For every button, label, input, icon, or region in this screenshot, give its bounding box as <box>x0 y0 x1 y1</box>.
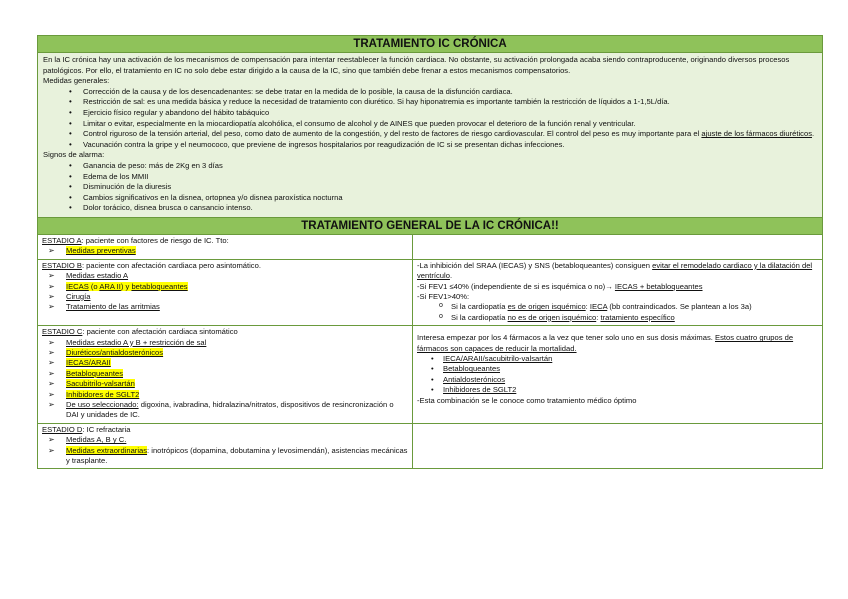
text-underlined: Medidas estadio A <box>66 271 129 281</box>
text: Interesa empezar por los 4 fármacos a la vez que tener solo uno en sus dosis máximas. <box>417 333 715 343</box>
text-underlined: es de origen isquémico <box>507 302 586 312</box>
list-item <box>83 129 817 140</box>
stage-c-notes <box>413 326 823 424</box>
title-tratamiento-general: TRATAMIENTO GENERAL DE LA IC CRÓNICA!! <box>38 218 822 235</box>
list-item: • Limitar o evitar, especialmente en la miocardiopatía alcohólica, el consumo de alcohol y de AINES que pueden provocar el deterioro de la función renal y ventricular. <box>83 119 817 130</box>
stage-a-heading <box>42 236 408 246</box>
stage-a-notes <box>413 235 823 259</box>
stage-desc: : paciente con factores de riesgo de IC. Tto: <box>81 235 229 245</box>
stage-label: ESTADIO D <box>42 424 83 434</box>
text-highlighted: Betabloqueantes <box>66 368 124 378</box>
list-item <box>66 348 408 358</box>
stage-c-list <box>42 338 408 421</box>
stage-b-notes <box>413 259 823 325</box>
text-underlined: Betabloqueantes <box>443 364 501 374</box>
list-item <box>66 435 408 445</box>
stage-c-heading <box>42 327 408 337</box>
list-item <box>66 246 408 256</box>
text: (bb contraindicados. Se plantean a los 3a) <box>607 302 752 312</box>
text-highlighted: Medidas preventivas <box>66 246 136 256</box>
title-tratamiento-ic-cronica: TRATAMIENTO IC CRÓNICA <box>38 36 822 53</box>
text-underlined: Antialdosterónicos <box>443 374 506 384</box>
text-underlined: ajuste de los fármacos diuréticos <box>701 129 812 139</box>
alarm-signs-list <box>43 161 817 214</box>
list-item <box>66 271 408 281</box>
text-underlined: Tratamiento de las arritmias <box>66 302 160 312</box>
list-item: • Cambios significativos en la disnea, ortopnea y/o disnea paroxística nocturna <box>83 193 817 204</box>
text-underlined: IECAS + betabloqueantes <box>614 281 703 291</box>
text-highlighted: Medidas extraordinarias <box>66 445 148 455</box>
intro-section <box>38 53 822 218</box>
stage-desc: : IC refractaria <box>82 424 131 434</box>
list-item: • Vacunación contra la gripe y el neumococo, que previene de ingresos hospitalarios por reagudización de IC si se presentan dichas infecciones. <box>83 140 817 151</box>
text-underlined: evitar el remodelado cardiaco y la dilatación del ventrículo <box>417 260 813 281</box>
text-highlighted: betabloqueantes <box>131 281 188 291</box>
text-underlined: De uso seleccionado: <box>66 400 139 409</box>
stage-label: ESTADIO B <box>42 260 82 270</box>
table-row <box>38 235 822 259</box>
list-item <box>66 446 408 467</box>
text-highlighted: ) y <box>120 281 132 291</box>
text-highlighted: Sacubitrilo-valsartán <box>66 379 135 389</box>
text-underlined: no es de origen isquémico <box>507 312 597 322</box>
stage-desc: : paciente con afectación cardiaca sintomático <box>82 327 238 337</box>
text-underlined: Cirugía <box>66 291 91 301</box>
stage-b-heading <box>42 261 408 271</box>
general-measures-list <box>43 87 817 151</box>
list-item: • Dolor torácico, disnea brusca o cansancio intenso. <box>83 203 817 214</box>
list-item <box>443 354 818 364</box>
text: Si la cardiopatía <box>451 312 508 322</box>
list-item <box>451 302 818 312</box>
stage-label: ESTADIO A <box>42 235 82 245</box>
text: -Si FEV1 ≤40% (independiente de si es isquémica o no)→ <box>417 281 615 291</box>
text-underlined: tratamiento específico <box>600 312 675 322</box>
text: : <box>596 312 601 322</box>
list-item <box>66 292 408 302</box>
text-highlighted: Diuréticos/antialdosterónicos <box>66 347 164 357</box>
alarm-signs-heading: Signos de alarma: <box>43 150 105 160</box>
stage-desc: : paciente con afectación cardiaca pero asintomático. <box>81 260 261 270</box>
text: Control riguroso de la tensión arterial, del peso, como dato de aumento de la congestión, y del resto de factores de riesgo cardiovascular. El control del peso es muy importante para el <box>83 129 702 139</box>
stage-a-list <box>42 246 408 256</box>
stage-label: ESTADIO C <box>42 327 83 337</box>
stages-table <box>38 235 822 469</box>
text-underlined: IECA/ARAII/sacubitrilo-valsartán <box>443 353 553 363</box>
text-underlined: Medidas A, B y C. <box>66 435 127 445</box>
note-line: -Esta combinación se le conoce como tratamiento médico óptimo <box>417 395 637 405</box>
list-item <box>443 364 818 374</box>
table-row <box>38 326 822 424</box>
text-highlighted: IECAS <box>66 281 89 291</box>
text-highlighted: Inhibidores de SGLT2 <box>66 389 140 399</box>
stage-b-list <box>42 271 408 313</box>
table-row <box>38 423 822 468</box>
stage-d-notes <box>413 423 823 468</box>
note-line <box>417 333 818 354</box>
list-item: • Restricción de sal: es una medida básica y reduce la necesidad de tratamiento con diurético. Si hay hiponatremia es importante también la restricción de líquidos a 1-1,5L/día. <box>83 97 817 108</box>
stage-a-cell <box>38 235 413 259</box>
text: -La inhibición del SRAA (IECAS) y SNS (betabloqueantes) consiguen <box>417 260 653 270</box>
stage-d-heading <box>42 425 408 435</box>
text-highlighted: ARA II <box>99 281 121 291</box>
stage-b-cell <box>38 259 413 325</box>
intro-paragraph: En la IC crónica hay una activación de los mecanismos de compensación para intentar reestablecer la función cardiaca. No obstante, su activación prolongada acaba siendo contraproducente, originando diversos procesos patológicos. Por ello, el tratamiento en IC no solo debe estar dirigido a la causa de la IC, sino que también debe frenar a estos mecanismos compensatorios. <box>43 55 790 75</box>
list-item <box>66 390 408 400</box>
text: . <box>812 129 815 139</box>
list-item: • Edema de los MMII <box>83 172 817 183</box>
list-item <box>66 369 408 379</box>
text-underlined: IECA <box>589 302 608 312</box>
list-item <box>66 379 408 389</box>
list-item: • Disminución de la diuresis <box>83 182 817 193</box>
document-table <box>37 35 823 469</box>
stage-c-cell <box>38 326 413 424</box>
list-item <box>443 375 818 385</box>
note-line <box>417 282 818 292</box>
note-line <box>417 261 818 282</box>
text-underlined: Inhibidores de SGLT2 <box>443 385 517 395</box>
stage-d-list <box>42 435 408 466</box>
stage-d-cell <box>38 423 413 468</box>
list-item <box>66 358 408 368</box>
list-item <box>66 338 408 348</box>
text-underlined: Estos cuatro grupos de fármacos son capaces de reducir la mortalidad. <box>417 333 794 353</box>
list-item: • Corrección de la causa y de los desencadenantes: se debe tratar en la medida de lo posible, la causa de la disfunción cardiaca. <box>83 87 817 98</box>
general-measures-heading: Medidas generales: <box>43 76 110 86</box>
list-item <box>451 313 818 323</box>
text-highlighted: (o <box>88 281 100 291</box>
list-item <box>66 282 408 292</box>
list-item <box>443 385 818 395</box>
text: digoxina, ivabradina, hidralazina/nitratos, dispositivos de resincronización o DAI y unidades de IC. <box>66 400 394 420</box>
text: . <box>449 271 453 281</box>
table-row <box>38 259 822 325</box>
list-item <box>66 400 408 421</box>
note-sublist <box>417 302 818 323</box>
text: Si la cardiopatía <box>451 302 508 312</box>
text: : inotrópicos (dopamina, dobutamina y levosimendán), asistencias mecánicas y trasplante. <box>66 445 408 466</box>
text: : <box>585 302 590 312</box>
drug-list <box>417 354 818 396</box>
list-item <box>66 302 408 312</box>
note-line: -Si FEV1>40%: <box>417 291 470 301</box>
text-underlined: Medidas estadio A y B + restricción de sal <box>66 337 207 347</box>
list-item: • Ejercicio físico regular y abandono del hábito tabáquico <box>83 108 817 119</box>
text-highlighted: IECAS/ARAII <box>66 358 111 368</box>
list-item: • Ganancia de peso: más de 2Kg en 3 días <box>83 161 817 172</box>
